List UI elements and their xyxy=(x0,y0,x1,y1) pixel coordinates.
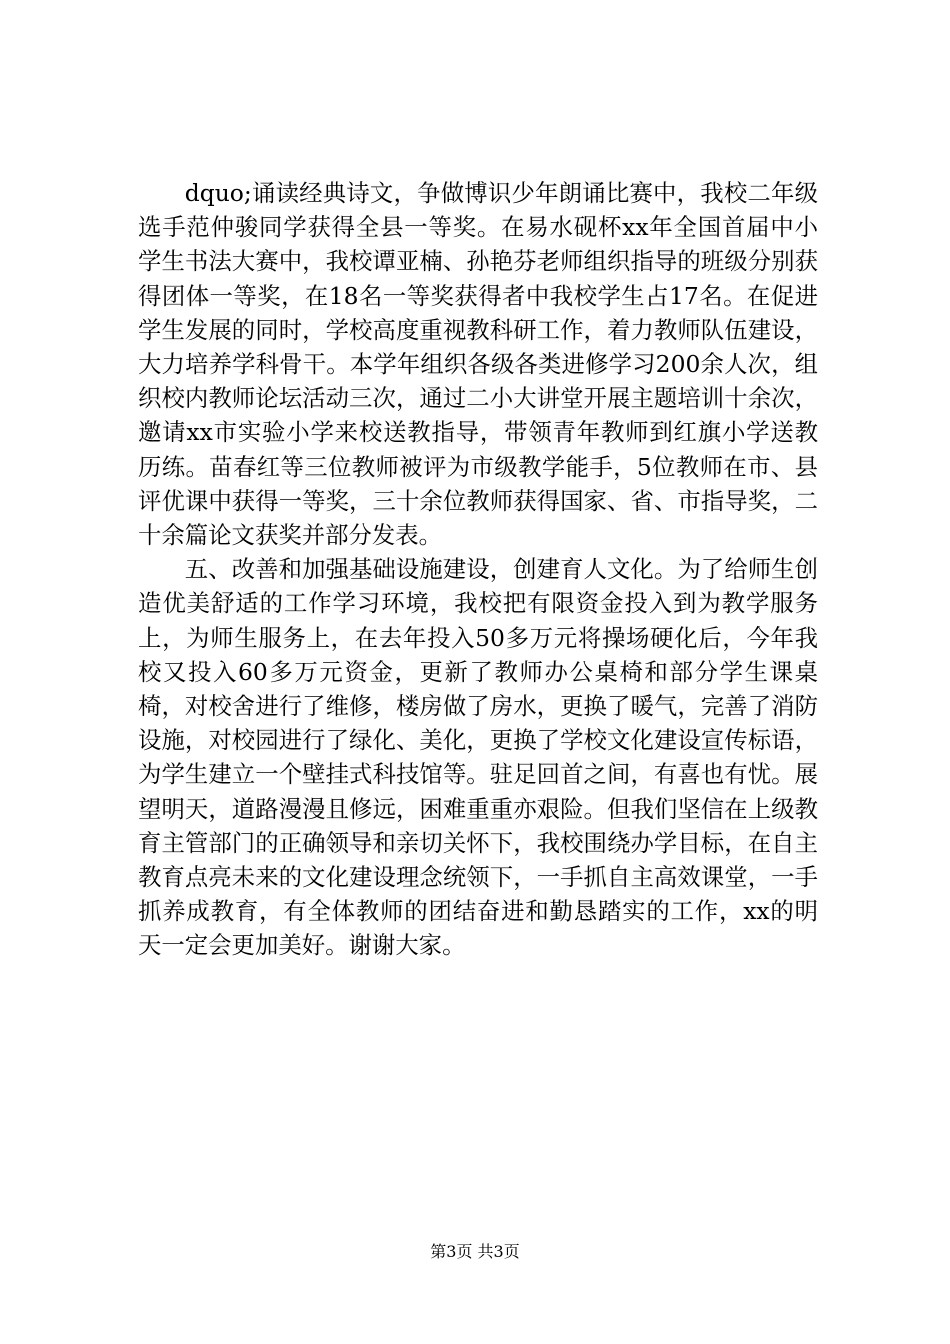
page-footer: 第3页 共3页 xyxy=(430,1242,520,1261)
document-body xyxy=(138,176,818,963)
paragraph-awards: dquo;诵读经典诗文，争做博识少年朗诵比赛中，我校二年级选手范仲骏同学获得全县一等奖。在易水砚杯xx年全国首届中小学生书法大赛中，我校谭亚楠、孙艳芬老师组织指导的班级分别获得团体一等奖，在18名一等奖获得者中我校学生占17名。在促进学生发展的同时，学校高度重视教科研工作，着力教师队伍建设，大力培养学科骨干。本学年组织各级各类进修学习200余人次，组织校内教师论坛活动三次，通过二小大讲堂开展主题培训十余次，邀请xx市实验小学来校送教指导，带领青年教师到红旗小学送教历练。苗春红等三位教师被评为市级教学能手，5位教师在市、县评优课中获得一等奖，三十余位教师获得国家、省、市指导奖，二十余篇论文获奖并部分发表。 xyxy=(138,179,818,550)
paragraph-facilities: 五、改善和加强基础设施建设，创建育人文化。为了给师生创造优美舒适的工作学习环境，我校把有限资金投入到为教学服务上，为师生服务上，在去年投入50多万元将操场硬化后，今年我校又投入60多万元资金，更新了教师办公桌椅和部分学生课桌椅，对校舍进行了维修，楼房做了房水，更换了暖气，完善了消防设施，对校园进行了绿化、美化，更换了学校文化建设宣传标语，为学生建立一个壁挂式科技馆等。驻足回首之间，有喜也有忧。展望明天，道路漫漫且修远，困难重重亦艰险。但我们坚信在上级教育主管部门的正确领导和亲切关怀下，我校围绕办学目标，在自主教育点亮未来的文化建设理念统领下，一手抓自主高效课堂，一手抓养成教育，有全体教师的团结奋进和勤恳踏实的工作，xx的明天一定会更加美好。谢谢大家。 xyxy=(138,555,818,960)
